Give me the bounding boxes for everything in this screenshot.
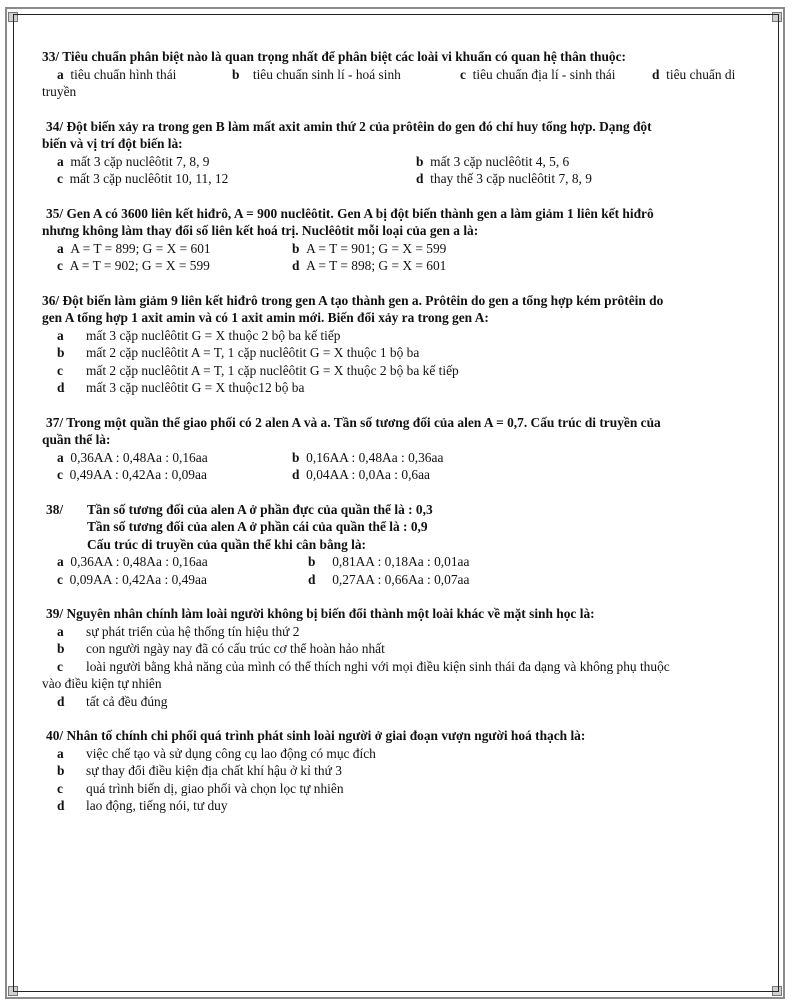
option-b[interactable] <box>42 640 758 658</box>
option-a[interactable] <box>42 327 758 345</box>
question-34 <box>42 118 758 188</box>
option-letter: b <box>57 641 65 656</box>
option-text: A = T = 898; G = X = 601 <box>306 258 447 273</box>
option-row <box>42 66 758 84</box>
option-a[interactable] <box>42 623 758 641</box>
option-letter: d <box>57 693 65 709</box>
question-35 <box>42 205 758 275</box>
option-letter: a <box>57 449 64 465</box>
option-letter: c <box>57 467 63 482</box>
option-b[interactable] <box>42 344 758 362</box>
question-stem-line: Tần số tương đối của alen A ở phần cái của quần thể là : 0,9 <box>87 519 428 534</box>
option-letter: b <box>57 345 65 360</box>
option-a[interactable] <box>57 449 208 467</box>
question-sheet <box>42 48 758 832</box>
option-d[interactable] <box>42 797 758 815</box>
option-c[interactable] <box>57 466 207 484</box>
option-text: A = T = 901; G = X = 599 <box>306 240 447 256</box>
option-text: 0,16AA : 0,48Aa : 0,36aa <box>306 449 444 465</box>
question-33 <box>42 48 758 101</box>
option-text: 0,36AA : 0,48Aa : 0,16aa <box>70 554 208 569</box>
option-text: sự phát triển của hệ thống tín hiệu thứ 2 <box>86 623 300 639</box>
option-d[interactable] <box>652 66 735 84</box>
option-c[interactable] <box>57 170 228 188</box>
option-letter: d <box>308 571 316 587</box>
option-row <box>42 240 758 258</box>
option-letter: a <box>57 327 64 343</box>
option-list <box>42 745 758 815</box>
option-c[interactable] <box>42 362 758 380</box>
question-stem-continuation: nhưng không làm thay đổi số liên kết hoá trị. Nuclêôtit mỗi loại của gen a là: <box>42 223 479 238</box>
option-text: mất 2 cặp nuclêôtit A = T, 1 cặp nuclêôtit G = X thuộc 1 bộ ba <box>86 345 420 360</box>
option-b[interactable] <box>416 153 569 171</box>
option-letter: d <box>292 258 300 273</box>
option-text: quá trình biến dị, giao phối và chọn lọc tự nhiên <box>86 780 344 796</box>
option-text: mất 3 cặp nuclêôtit 7, 8, 9 <box>70 153 210 169</box>
question-stem: 39/ Nguyên nhân chính làm loài người không bị biến đổi thành một loài khác về mặt sinh học là: <box>46 606 595 621</box>
question-stem-continuation: quần thể là: <box>42 432 111 447</box>
option-text: mất 3 cặp nuclêôtit 4, 5, 6 <box>430 153 570 169</box>
question-stem-continuation: biến và vị trí đột biến là: <box>42 136 183 151</box>
option-d[interactable] <box>308 571 469 589</box>
option-list <box>42 623 758 711</box>
option-b[interactable] <box>292 449 443 467</box>
option-text: tiêu chuẩn sinh lí - hoá sinh <box>252 66 401 82</box>
question-stem-line: Cấu trúc di truyền của quần thể khi cân bằng là: <box>87 536 367 552</box>
option-text: 0,81AA : 0,18Aa : 0,01aa <box>332 554 470 569</box>
option-letter: c <box>57 658 63 674</box>
option-letter: a <box>57 623 64 639</box>
option-letter: d <box>652 66 660 82</box>
question-37 <box>42 414 758 484</box>
option-letter: d <box>57 798 65 813</box>
option-text: 0,09AA : 0,42Aa : 0,49aa <box>69 571 207 587</box>
option-text: con người ngày nay đã có cấu trúc cơ thể hoàn hảo nhất <box>86 641 385 656</box>
option-text: loài người bằng khả năng của mình có thể thích nghi với mọi điều kiện sinh thái đa dạng và không phụ thuộc <box>86 658 670 674</box>
option-d-continuation: truyền <box>42 84 77 99</box>
option-text: mất 3 cặp nuclêôtit G = X thuộc 2 bộ ba kế tiếp <box>86 327 341 343</box>
option-row <box>42 170 758 188</box>
question-stem: 34/ Đột biến xảy ra trong gen B làm mất axit amin thứ 2 của prôtêin do gen đó chỉ huy tổng hợp. Dạng đột <box>46 118 652 134</box>
question-stem: 35/ Gen A có 3600 liên kết hiđrô, A = 900 nuclêôtit. Gen A bị đột biến thành gen a làm giảm 1 liên kết hiđrô <box>46 205 654 221</box>
option-d[interactable] <box>292 257 446 275</box>
option-letter: d <box>416 171 424 186</box>
option-b[interactable] <box>42 762 758 780</box>
option-text: tiêu chuẩn di <box>666 66 736 82</box>
option-text: mất 2 cặp nuclêôtit A = T, 1 cặp nuclêôtit G = X thuộc 2 bộ ba kế tiếp <box>86 362 459 378</box>
option-letter: c <box>57 362 63 378</box>
option-letter: a <box>57 153 64 169</box>
question-40 <box>42 727 758 815</box>
option-letter: b <box>57 763 65 778</box>
option-letter: c <box>57 258 63 273</box>
question-stem <box>42 501 758 519</box>
option-b[interactable] <box>292 240 446 258</box>
option-text: tiêu chuẩn hình thái <box>70 66 177 82</box>
option-text: 0,49AA : 0,42Aa : 0,09aa <box>69 467 207 482</box>
option-c-continuation: vào điều kiện tự nhiên <box>42 676 162 691</box>
option-letter: d <box>57 380 65 395</box>
option-text: thay thế 3 cặp nuclêôtit 7, 8, 9 <box>430 171 592 186</box>
option-text: sự thay đổi điều kiện địa chất khí hậu ở kỉ thứ 3 <box>86 763 342 778</box>
option-letter: d <box>292 467 300 482</box>
question-number: 38/ <box>46 501 64 517</box>
option-a[interactable] <box>57 553 208 571</box>
question-stem-continuation: gen A tổng hợp 1 axit amin và có 1 axit amin mới. Biến đổi xảy ra trong gen A: <box>42 310 489 325</box>
option-row <box>42 257 758 275</box>
option-letter: c <box>460 66 466 82</box>
option-text: mất 3 cặp nuclêôtit G = X thuộc12 bộ ba <box>86 380 305 395</box>
option-b[interactable] <box>308 553 469 571</box>
option-letter: c <box>57 171 63 186</box>
option-letter: b <box>292 240 300 256</box>
option-b[interactable] <box>232 66 401 84</box>
option-text: mất 3 cặp nuclêôtit 10, 11, 12 <box>69 171 229 186</box>
option-list <box>42 327 758 397</box>
question-38 <box>42 501 758 589</box>
option-letter: b <box>292 449 300 465</box>
option-a[interactable] <box>42 745 758 763</box>
option-text: A = T = 902; G = X = 599 <box>69 258 210 273</box>
question-39 <box>42 605 758 710</box>
option-c[interactable] <box>57 571 207 589</box>
option-letter: a <box>57 745 64 761</box>
option-letter: a <box>57 554 64 569</box>
option-text: 0,36AA : 0,48Aa : 0,16aa <box>70 449 208 465</box>
option-row <box>42 466 758 484</box>
option-row <box>42 153 758 171</box>
option-letter: a <box>57 240 64 256</box>
option-text: việc chế tạo và sử dụng công cụ lao động có mục đích <box>86 745 376 761</box>
option-row <box>42 449 758 467</box>
question-stem: 33/ Tiêu chuẩn phân biệt nào là quan trọng nhất để phân biệt các loài vi khuẩn có quan hệ thân thuộc: <box>42 49 627 64</box>
option-d[interactable] <box>416 170 592 188</box>
option-text: lao động, tiếng nói, tư duy <box>86 798 228 813</box>
option-c[interactable] <box>460 66 615 84</box>
option-c[interactable] <box>42 780 758 798</box>
option-letter: c <box>57 780 63 796</box>
option-text: 0,04AA : 0,0Aa : 0,6aa <box>306 467 430 482</box>
option-text: 0,27AA : 0,66Aa : 0,07aa <box>332 571 470 587</box>
question-36 <box>42 292 758 397</box>
option-row <box>42 571 758 589</box>
option-d[interactable] <box>42 379 758 397</box>
option-text: tiêu chuẩn địa lí - sinh thái <box>472 66 616 82</box>
option-a[interactable] <box>57 66 176 84</box>
option-text: tất cả đều đúng <box>86 693 168 709</box>
question-stem: 37/ Trong một quần thể giao phối có 2 alen A và a. Tần số tương đối của alen A = 0,7. Cấu trúc di truyền của <box>46 414 661 430</box>
option-d[interactable] <box>42 693 758 711</box>
option-a[interactable] <box>57 240 211 258</box>
question-stem-line: Tần số tương đối của alen A ở phần đực của quần thể là : 0,3 <box>87 501 433 517</box>
option-d[interactable] <box>292 466 430 484</box>
option-text: A = T = 899; G = X = 601 <box>70 240 211 256</box>
option-letter: b <box>308 554 316 569</box>
option-letter: a <box>57 66 64 82</box>
option-c[interactable] <box>57 257 210 275</box>
option-row <box>42 553 758 571</box>
option-letter: b <box>416 153 424 169</box>
option-c[interactable] <box>42 658 758 676</box>
question-stem: 36/ Đột biến làm giảm 9 liên kết hiđrô trong gen A tạo thành gen a. Prôtêin do gen a tổng hợp kém prôtêin do <box>42 292 664 308</box>
question-stem: 40/ Nhân tố chính chi phối quá trình phát sinh loài người ở giai đoạn vượn người hoá thạch là: <box>46 728 586 743</box>
option-letter: c <box>57 571 63 587</box>
option-a[interactable] <box>57 153 210 171</box>
option-letter: b <box>232 66 240 82</box>
